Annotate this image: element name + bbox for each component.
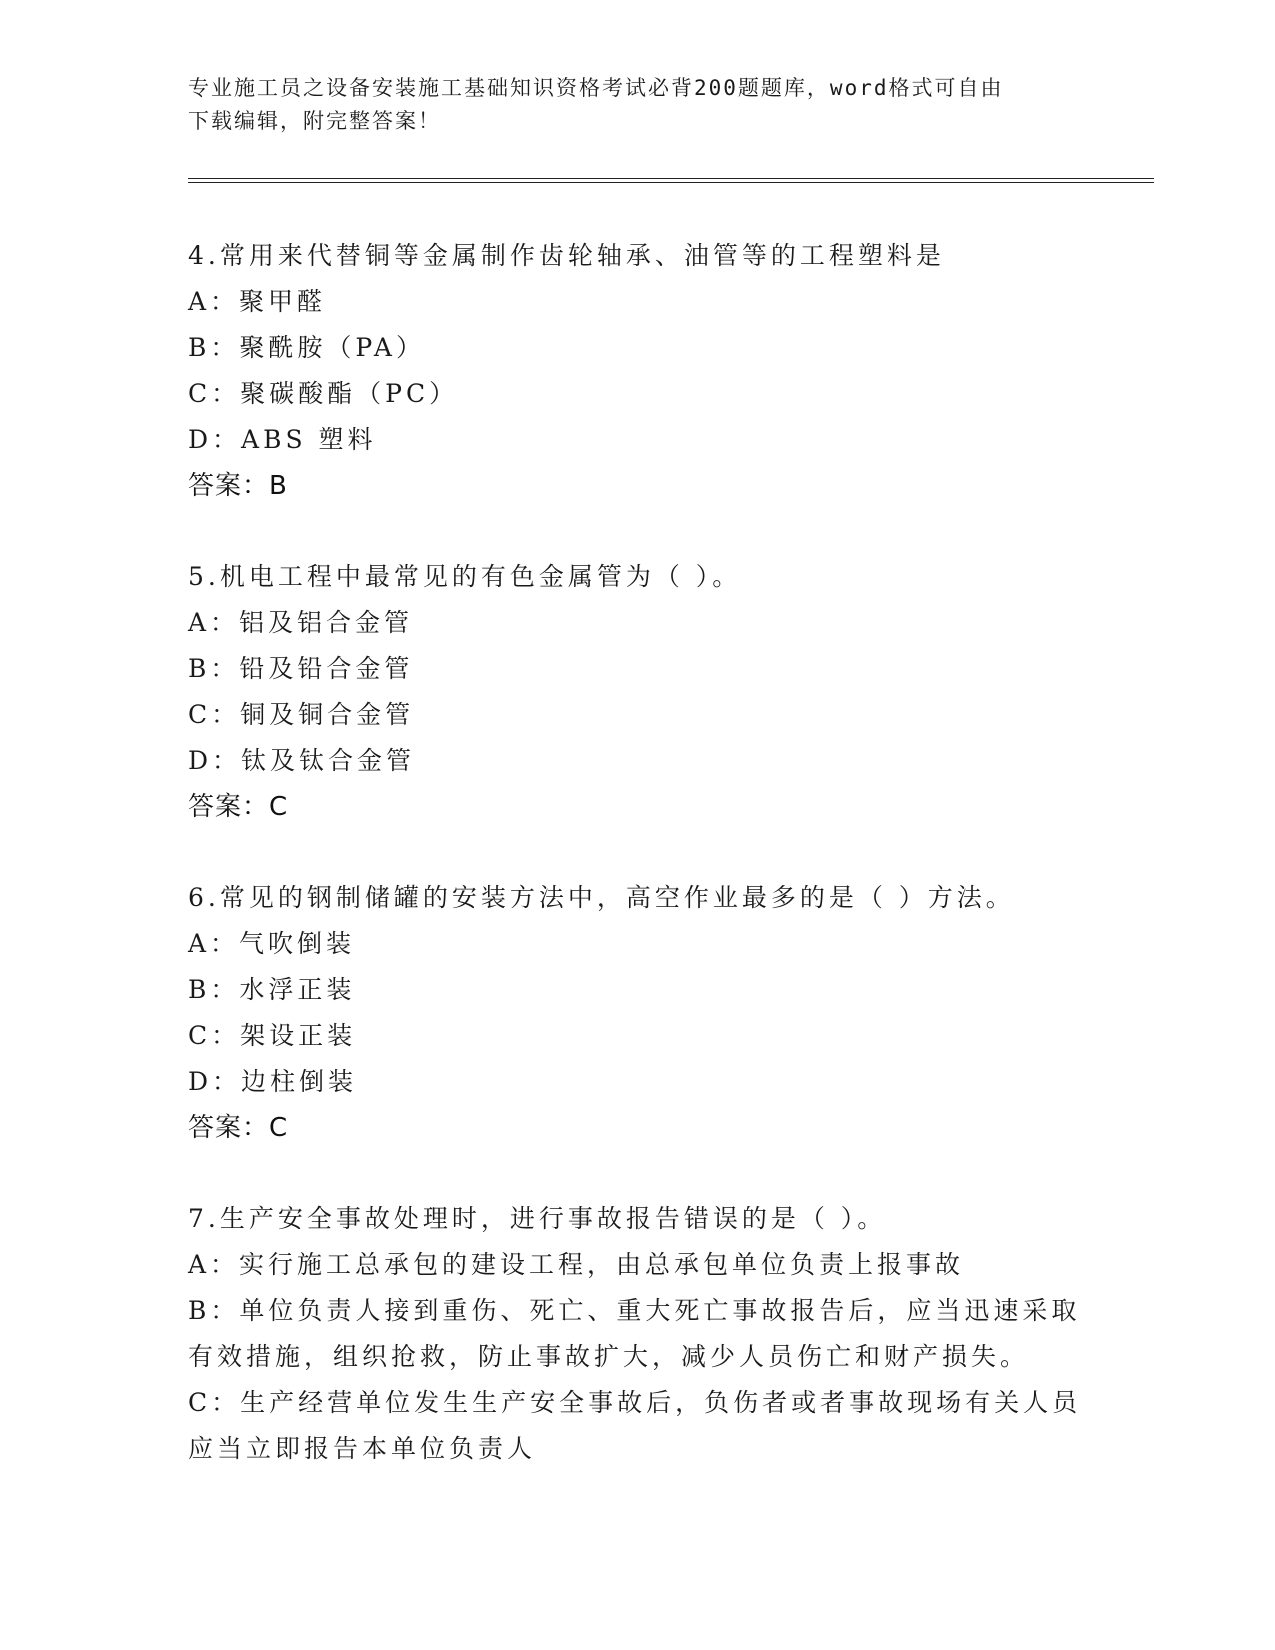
header-line-1: 专业施工员之设备安装施工基础知识资格考试必背200题题库，word格式可自由 xyxy=(188,76,1004,100)
option-a: A：实行施工总承包的建设工程，由总承包单位负责上报事故 xyxy=(188,1250,965,1279)
answer-line: 答案：C xyxy=(188,792,289,822)
answer-line: 答案：B xyxy=(188,471,288,501)
option-a: A：铝及铝合金管 xyxy=(188,608,414,637)
option-b-continued: 有效措施，组织抢救，防止事故扩大，减少人员伤亡和财产损失。 xyxy=(188,1342,1030,1371)
option-d: D：钛及钛合金管 xyxy=(188,746,416,775)
question-stem: 7.生产安全事故处理时，进行事故报告错误的是（ ）。 xyxy=(188,1204,887,1233)
option-c: C：铜及铜合金管 xyxy=(188,700,415,729)
answer-line: 答案：C xyxy=(188,1113,289,1143)
option-d: D：ABS 塑料 xyxy=(188,425,377,454)
header-divider-bottom xyxy=(188,182,1154,183)
document-header xyxy=(188,72,1088,138)
question-stem: 4.常用来代替铜等金属制作齿轮轴承、油管等的工程塑料是 xyxy=(188,241,945,270)
question-4 xyxy=(188,233,1088,509)
option-b: B：铅及铅合金管 xyxy=(188,654,414,683)
option-b: B：水浮正装 xyxy=(188,975,356,1004)
question-5 xyxy=(188,554,1088,830)
option-b: B：单位负责人接到重伤、死亡、重大死亡事故报告后，应当迅速采取 xyxy=(188,1296,1081,1325)
option-c: C：生产经营单位发生生产安全事故后，负伤者或者事故现场有关人员 xyxy=(188,1388,1082,1417)
question-stem: 5.机电工程中最常见的有色金属管为（ ）。 xyxy=(188,562,742,591)
option-c: C：聚碳酸酯（PC） xyxy=(188,379,459,408)
question-stem: 6.常见的钢制储罐的安装方法中，高空作业最多的是（ ）方法。 xyxy=(188,883,1015,912)
header-divider-top xyxy=(188,178,1154,179)
option-d: D：边柱倒装 xyxy=(188,1067,358,1096)
question-6 xyxy=(188,875,1088,1151)
option-a: A：聚甲醛 xyxy=(188,287,327,316)
option-b: B：聚酰胺（PA） xyxy=(188,333,425,362)
option-c-continued: 应当立即报告本单位负责人 xyxy=(188,1434,537,1463)
option-c: C：架设正装 xyxy=(188,1021,357,1050)
question-7 xyxy=(188,1196,1088,1472)
option-a: A：气吹倒装 xyxy=(188,929,356,958)
question-list xyxy=(188,233,1088,1517)
header-line-2: 下载编辑，附完整答案！ xyxy=(188,109,441,133)
